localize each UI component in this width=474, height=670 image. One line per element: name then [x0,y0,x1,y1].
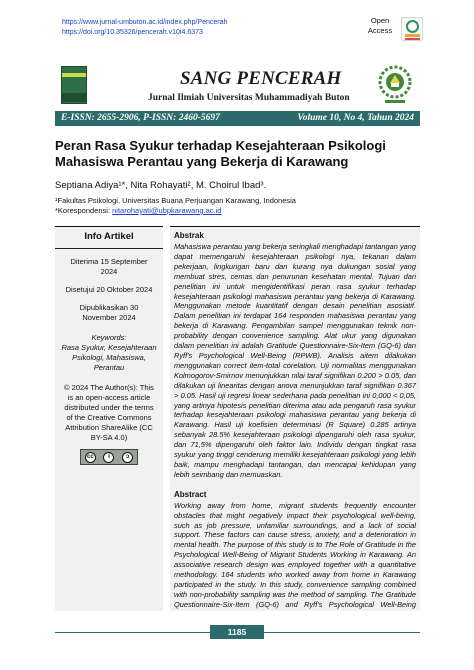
journal-url-link[interactable]: https://www.jurnal-umbuton.ac.id/index.php/Pencerah [62,19,228,26]
published-date: Dipublikasikan 30 November 2024 [79,303,139,322]
abstract-panel [170,226,420,611]
doi-link[interactable]: https://doi.org/10.35326/pencerah.v10i4.6373 [62,29,203,36]
cc-by-sa-icon[interactable]: cc i ɔ [80,449,138,465]
author-list: Septiana Adiya¹*, Nita Rohayati², M. Choirul Ibad³. [55,180,267,191]
affiliation: ¹Fakultas Psikologi, Universitas Buana Perjuangan Karawang, Indonesia [55,196,296,205]
issn-bar [55,111,420,126]
journal-banner [55,60,417,110]
article-info-panel [55,226,163,611]
correspondence-label: *Korespondensi: [55,206,113,215]
article-info-heading: Info Artikel [55,227,163,249]
issn-text: E-ISSN: 2655-2906, P-ISSN: 2460-5697 [61,113,220,123]
accepted-date: Disetujui 20 Oktober 2024 [65,285,153,294]
abstrak-heading: Abstrak [174,231,204,240]
open-access-line2: Access [367,26,393,35]
page-number: 1185 [210,625,264,639]
keywords-list: Rasa Syukur, Kesejahteraan Psikologi, Mahasiswa, Perantau [61,343,157,372]
article-title: Peran Rasa Syukur terhadap Kesejahteraan Psikologi Mahasiswa Perantau yang Bekerja di Karawang [55,138,386,169]
affiliation-block [55,196,296,216]
volume-text: Volume 10, No 4, Tahun 2024 [297,113,414,123]
received-date: Diterima 15 September 2024 [70,257,148,276]
correspondence [55,206,296,216]
keywords-label: Keywords: [91,333,127,342]
license-text: © 2024 The Author(s): This is an open-access article distributed under the terms of the Creative Commons Attribution ShareAlike (CC BY-SA 4.0) [64,383,154,442]
abstrak-text: Mahasiswa perantau yang bekerja seringkali menghadapi tantangan yang dapat memengaruhi kesejahteraan psikologi nya, tekanan dalam pekerjaan, lingkungan baru dan kurang nya dukungan sosial yang membuat stres, cemas dan penurunan kesehatan mental. Tujuan dari penelitian ini untuk mengidentifikasi peran rasa syukur terhadap kesejahteraan psikologi mahasiswa perantau yang bekerja di Karawang. Menggunakan metode kuantitatif dengan desain penelitian asosiatif. Dalam penelitian ini terdapat 164 responden mahasiswa perantau yang bekerja di Karawang. Pengambilan sampel menggunakan teknik non-probability dengan convenience sampling. Alat ukur yang digunakan dalam penelitian ini adalah Gratitude Questionnaire-Six-Item (GQ-6) dan Ryff's Psychological Well-Being (RPWB). Analisis aitem dilakukan menggunakan correct item-total corelation. Uji normalitas menggunakan Kolmogorov-Smirnov menunjukkan nilai taraf signifikan 0.200 > 0.05, dan dilakukan uji linearitas dengan anova menunjukkan taraf signifikan 0.367 > 0.05. Hasil uji regresi linear sederhana pada penelitian ini 0,000 < 0,05, yang artinya hipotesis penelitian diterima atau ada pengaruh rasa syukur terhadap kesejahteraan psikologi mahasiswa perantau yang bekerja di Karawang. Hasil uji koefisien determinasi (R Square) 0.285 artinya sebanyak 28.5% kesejahteraan psikologi dipengaruhi oleh rasa syukur, dan 71,5% dipengaruhi oleh faktor lain. Individu dengan tingkat rasa syukur yang tinggi cenderung memiliki kesejahteraan psikologi yang lebih baik, mampu menghadapi tantangan, dan mencapai kehidupan yang lebih seimbang dan memuaskan. [174,242,416,479]
journal-name: SANG PENCERAH [180,68,342,89]
header-links [62,18,227,38]
crossmark-icon[interactable] [401,17,423,41]
keywords-block [55,333,163,373]
journal-subtitle: Jurnal Ilmiah Universitas Muhammadiyah Buton [148,93,350,103]
journal-cover-icon [61,66,87,104]
open-access-label [360,16,400,36]
abstract-heading: Abstract [174,489,207,499]
open-access-line1: Open [370,16,390,25]
abstract-text: Working away from home, migrant students frequently encounter obstacles that might negatively impact their psychological well-being, such as job pressure, unfamiliar surroundings, and a lack of social support. These factors can cause stress, anxiety, and a deterioration in mental health. The purpose of this study is to The Role of Gratitude in the Psychological Well-Being of Migrant Students Working in Karawang. An associative research design was employed together with a quantitative methodology. 164 students who worked away from home in Karawang participated in the study. In this study, convenience sampling combined with non-probability sampling was the method of sampling. The Gratitude Questionnaire-Six-Item (GQ-6) and Ryff's Psychological Well-Being [174,500,416,609]
correspondence-email-link[interactable]: nitarohayati@ubpkarawang.ac.id [112,206,222,215]
university-emblem-icon [377,62,413,106]
